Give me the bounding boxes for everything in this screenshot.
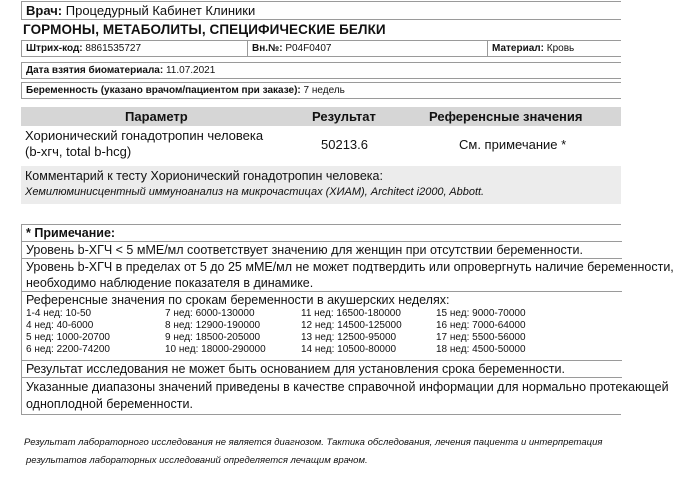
week-range: 5 нед: 1000-20700 bbox=[26, 332, 110, 343]
result-value: 50213.6 bbox=[321, 137, 368, 152]
week-range: 10 нед: 18000-290000 bbox=[165, 344, 266, 355]
pregnancy-value: 7 недель bbox=[303, 85, 345, 96]
parameter-name bbox=[25, 128, 263, 160]
note-row bbox=[22, 242, 622, 259]
barcode-cell bbox=[22, 41, 141, 56]
week-range: 16 нед: 7000-64000 bbox=[436, 320, 526, 331]
note-title-row bbox=[22, 225, 622, 242]
doctor-row bbox=[21, 1, 621, 20]
note-line: одноплодной беременности. bbox=[26, 397, 193, 411]
note-table bbox=[21, 224, 674, 415]
note-line: Указанные диапазоны значений приведены в качестве справочной информации для нормально протекающей bbox=[26, 380, 669, 394]
collection-date-label: Дата взятия биоматериала: bbox=[26, 65, 164, 76]
note-line: Результат исследования не может быть основанием для установления срока беременности. bbox=[26, 362, 565, 376]
pregnancy-label: Беременность (указано врачом/пациентом при заказе): bbox=[26, 85, 301, 96]
week-range: 7 нед: 6000-130000 bbox=[165, 308, 255, 319]
parameter-name-line2: (b-хгч, total b-hcg) bbox=[25, 144, 132, 159]
internal-number-label: Вн.№: bbox=[252, 43, 283, 54]
pregnancy-row bbox=[21, 82, 621, 99]
comment-text: Хемилюминисцентный иммуноанализ на микрочастицах (ХИАМ), Architect i2000, Abbott. bbox=[25, 186, 485, 198]
note-row bbox=[22, 361, 622, 378]
week-range: 15 нед: 9000-70000 bbox=[436, 308, 526, 319]
barcode-value: 8861535727 bbox=[85, 43, 142, 54]
doctor-label: Врач: bbox=[26, 3, 63, 18]
collection-date-row bbox=[21, 62, 621, 79]
pregnancy-cell bbox=[22, 83, 345, 98]
column-header-parameter: Параметр bbox=[125, 109, 188, 124]
week-range: 13 нед: 12500-95000 bbox=[301, 332, 397, 343]
week-range: 17 нед: 5500-56000 bbox=[436, 332, 526, 343]
internal-number-cell bbox=[248, 41, 331, 56]
note-line: Уровень b-ХГЧ < 5 мМЕ/мл соответствует значению для женщин при отсутствии беременности. bbox=[26, 243, 583, 257]
column-header-reference: Референсные значения bbox=[429, 109, 583, 124]
collection-date-cell bbox=[22, 63, 215, 78]
week-range: 1-4 нед: 10-50 bbox=[26, 308, 92, 319]
material-cell bbox=[488, 41, 574, 56]
week-range: 11 нед: 16500-180000 bbox=[301, 308, 401, 319]
section-title: ГОРМОНЫ, МЕТАБОЛИТЫ, СПЕЦИФИЧЕСКИЕ БЕЛКИ bbox=[23, 22, 386, 37]
weeks-reference-row bbox=[22, 292, 622, 361]
column-header-result: Результат bbox=[312, 109, 376, 124]
week-range: 6 нед: 2200-74200 bbox=[26, 344, 110, 355]
reference-value: См. примечание * bbox=[459, 137, 567, 152]
weeks-title: Референсные значения по срокам беременности в акушерских неделях: bbox=[26, 293, 450, 307]
parameter-name-line1: Хорионический гонадотропин человека bbox=[25, 128, 264, 143]
collection-date-value: 11.07.2021 bbox=[165, 65, 216, 76]
note-row bbox=[22, 378, 669, 414]
barcode-label: Штрих-код: bbox=[26, 43, 83, 54]
comment-title: Комментарий к тесту Хорионический гонадотропин человека: bbox=[25, 169, 383, 183]
week-range: 9 нед: 18500-205000 bbox=[165, 332, 261, 343]
test-comment bbox=[21, 166, 621, 204]
week-range: 14 нед: 10500-80000 bbox=[301, 344, 397, 355]
note-title: * Примечание: bbox=[26, 226, 116, 240]
footer-disclaimer-line2: результатов лабораторных исследований определяется лечащим врачом. bbox=[26, 455, 368, 466]
note-line: необходимо наблюдение показателя в динамике. bbox=[26, 276, 314, 290]
material-label: Материал: bbox=[492, 43, 544, 54]
note-row bbox=[22, 259, 674, 292]
internal-number-value: P04F0407 bbox=[285, 43, 332, 54]
week-range: 4 нед: 40-6000 bbox=[26, 320, 94, 331]
results-table-header bbox=[21, 107, 621, 126]
material-value: Кровь bbox=[546, 43, 575, 54]
week-range: 12 нед: 14500-125000 bbox=[301, 320, 402, 331]
sample-info-row bbox=[21, 40, 621, 57]
week-range: 8 нед: 12900-190000 bbox=[165, 320, 261, 331]
doctor-value: Процедурный Кабинет Клиники bbox=[65, 3, 256, 18]
note-line: Уровень b-ХГЧ в пределах от 5 до 25 мМЕ/мл не может подтвердить или опровергнуть наличие беременности, bbox=[26, 260, 674, 274]
footer-disclaimer-line1: Результат лабораторного исследования не является диагнозом. Тактика обследования, лечения пациента и интерпретация bbox=[24, 437, 603, 448]
table-row bbox=[21, 126, 621, 164]
week-range: 18 нед: 4500-50000 bbox=[436, 344, 526, 355]
